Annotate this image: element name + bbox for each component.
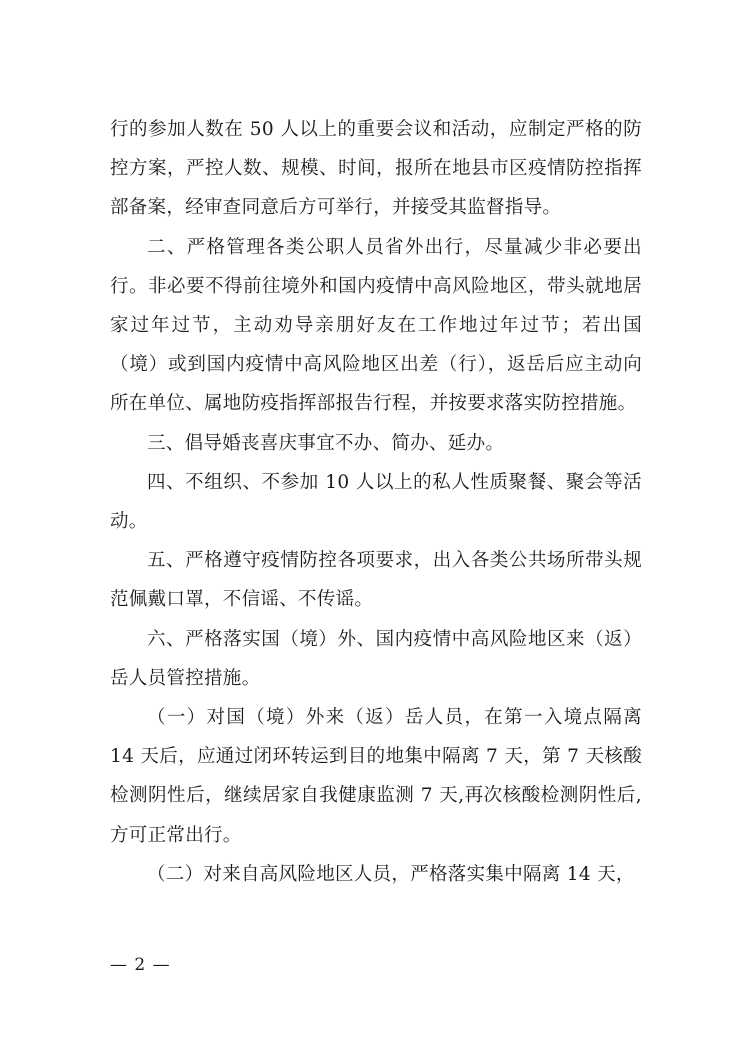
document-body <box>110 110 642 894</box>
paragraph: 五、严格遵守疫情防控各项要求，出入各类公共场所带头规范佩戴口罩，不信谣、不传谣。 <box>110 550 642 611</box>
page-number: — 2 — <box>110 955 171 975</box>
paragraph: （一）对国（境）外来（返）岳人员，在第一入境点隔离 14 天后，应通过闭环转运到目的地集中隔离 7 天，第 7 天核酸检测阴性后，继续居家自我健康监测 7 天,再次核酸检测阴性后,方可正常出行。 <box>110 707 642 846</box>
paragraph: 四、不组织、不参加 10 人以上的私人性质聚餐、聚会等活动。 <box>110 471 642 533</box>
paragraph: （二）对来自高风险地区人员，严格落实集中隔离 14 天， <box>147 863 635 885</box>
paragraph: 三、倡导婚丧喜庆事宜不办、简办、延办。 <box>147 432 505 454</box>
paragraph: 行的参加人数在 50 人以上的重要会议和活动，应制定严格的防控方案，严控人数、规模、时间，报所在地县市区疫情防控指挥部备案，经审查同意后方可举行，并接受其监督指导。 <box>110 119 642 219</box>
paragraph: 六、严格落实国（境）外、国内疫情中高风险地区来（返）岳人员管控措施。 <box>110 628 642 689</box>
paragraph: 二、严格管理各类公职人员省外出行，尽量减少非必要出行。非必要不得前往境外和国内疫情中高风险地区，带头就地居家过年过节，主动劝导亲朋好友在工作地过年过节；若出国（境）或到国内疫情中高风险地区出差（行），返岳后应主动向所在单位、属地防疫指挥部报告行程，并按要求落实防控措施。 <box>110 236 642 415</box>
